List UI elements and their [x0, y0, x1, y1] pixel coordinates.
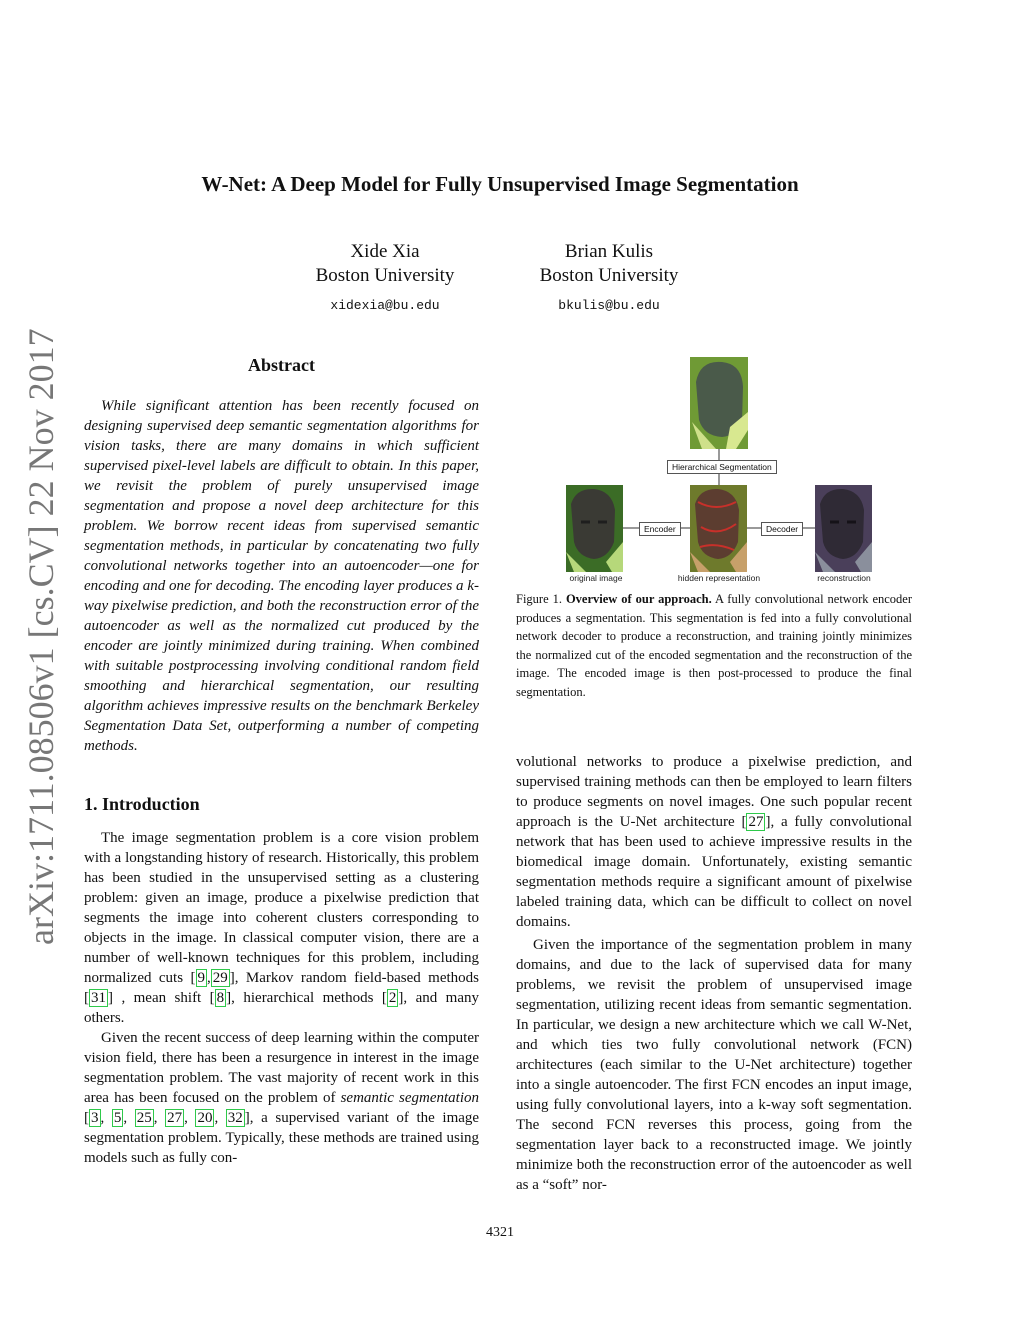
author-email[interactable]: bkulis@bu.edu	[558, 298, 660, 313]
reconstruction-label: reconstruction	[817, 573, 871, 583]
citation-link[interactable]: 5	[113, 1110, 122, 1126]
citation-link[interactable]: 3	[91, 1110, 99, 1126]
introduction-heading: 1. Introduction	[84, 794, 200, 814]
citation-link[interactable]: 31	[91, 990, 106, 1006]
citation-link[interactable]: 9	[197, 970, 205, 986]
arxiv-stamp: arXiv:1711.08506v1 [cs.CV] 22 Nov 2017	[21, 328, 61, 945]
author-name: Xide Xia	[350, 241, 420, 262]
encoder-label: Encoder	[639, 522, 681, 536]
citation-link[interactable]: 8	[216, 990, 225, 1006]
author-affiliation: Boston University	[539, 265, 679, 286]
figure-caption: Figure 1. Overview of our approach. A fully convolutional network encoder produces a segmentation. This segmentation is fed into a fully convolutional network decoder to produce a reconstruction, and training jointly minimizes the normalized cut of the encoded segmentation and the reconstruction of the image. The encoded image is then post-processed to produce the final segmentation.	[516, 592, 913, 699]
author-email[interactable]: xidexia@bu.edu	[330, 298, 440, 313]
reconstruction-image	[815, 485, 872, 572]
intro-paragraph-2: Given the recent success of deep learning within the computer vision field, there has been a resurgence in interest in the image segmentation problem. The vast majority of recent work in this area has been focused on the problem of semantic segmentation [ 3 , 5 , 25 , 27 , 20 , 32 ], a supervised variant of the image segmentation problem. Typically, these methods are trained using models such as fully con-	[84, 1030, 480, 1166]
hidden-representation-label: hidden representation	[677, 573, 761, 583]
intro-paragraph-3: volutional networks to produce a pixelwise prediction, and supervised training methods can then be employed to learn filters to produce segments on novel images. One such popular recent approach is the U-Net architecture [ 27 ], a fully convolutional network that has been used to achieve impressive results in the biomedical image domain. Unfortunately, existing semantic segmentation methods require a significant amount of pixelwise labeled training data, which can be difficult to collect on novel domains.	[516, 754, 912, 930]
author-affiliation: Boston University	[315, 265, 455, 286]
citation-link[interactable]: 32	[227, 1110, 243, 1126]
page-number: 4321	[486, 1225, 514, 1240]
citation-link[interactable]: 25	[136, 1110, 152, 1126]
citation-link[interactable]: 27	[748, 814, 764, 830]
decoder-label: Decoder	[761, 522, 803, 536]
hierarchical-segmentation-label: Hierarchical Segmentation	[667, 460, 777, 474]
author-name: Brian Kulis	[564, 241, 654, 262]
citation-link[interactable]: 27	[167, 1110, 183, 1126]
intro-paragraph-4: Given the importance of the segmentation problem in many domains, and due to the lack of supervised data for many problems, we revisit the problem of unsupervised image segmentation, utilizing recent ideas from semantic segmentation. In particular, we design a new architecture which we call W-Net, and which ties two fully convolutional network (FCN) architectures (each similar to the U-Net architecture) together into a single autoencoder. The first FCN encodes an input image, using fully convolutional layers, into a k-way soft segmentation. The second FCN reverses this process, going from the segmentation layer back to a reconstructed image. We jointly minimize both the reconstruction error of the autoencoder as well as a “soft” nor-	[516, 937, 912, 1193]
left-column	[84, 355, 479, 1168]
abstract-heading: Abstract	[248, 355, 315, 375]
hidden-representation-image	[690, 485, 747, 572]
hierarchical-segmentation-image	[690, 357, 748, 449]
author-block-2	[514, 240, 704, 318]
figure-1	[516, 352, 912, 587]
citation-link[interactable]: 2	[388, 990, 397, 1006]
citation-link[interactable]: 29	[212, 970, 228, 986]
original-image-label: original image	[569, 573, 623, 583]
right-column	[516, 752, 912, 1195]
original-image	[566, 485, 623, 572]
author-block-1	[290, 240, 480, 318]
abstract-text: While significant attention has been recently focused on designing supervised deep semantic segmentation algorithms for vision tasks, there are many domains in which sufficient supervised pixel-level labels are difficult to obtain. In this paper, we revisit the problem of purely unsupervised image segmentation and propose a novel deep architecture for this problem. We borrow recent ideas from supervised semantic segmentation methods, in particular by concatenating two fully convolutional networks together into an autoencoder—one for encoding and one for decoding. The encoding layer produces a k-way pixelwise prediction, and both the reconstruction error of the autoencoder as well as the normalized cut produced by the encoder are jointly minimized during training. When combined with suitable postprocessing involving conditional random field smoothing and hierarchical segmentation, our resulting algorithm achieves impressive results on the benchmark Berkeley Segmentation Data Set, outperforming a number of competing methods.	[84, 398, 479, 754]
citation-link[interactable]: 20	[197, 1110, 213, 1126]
paper-title: W-Net: A Deep Model for Fully Unsupervised Image Segmentation	[201, 172, 799, 196]
intro-paragraph-1: The image segmentation problem is a core vision problem with a longstanding history of research. Historically, this problem has been studied in the unsupervised setting as a clustering problem: given an image, produce a pixelwise prediction that segments the image into coherent clusters corresponding to objects in the image. In classical computer vision, there are a number of well-known techniques for this problem, including normalized cuts [ 9 , 29 ], Markov random field-based methods [ 31 ] , mean shift [ 8 ], hierarchical methods [ 2 ], and many others.	[84, 830, 479, 1026]
